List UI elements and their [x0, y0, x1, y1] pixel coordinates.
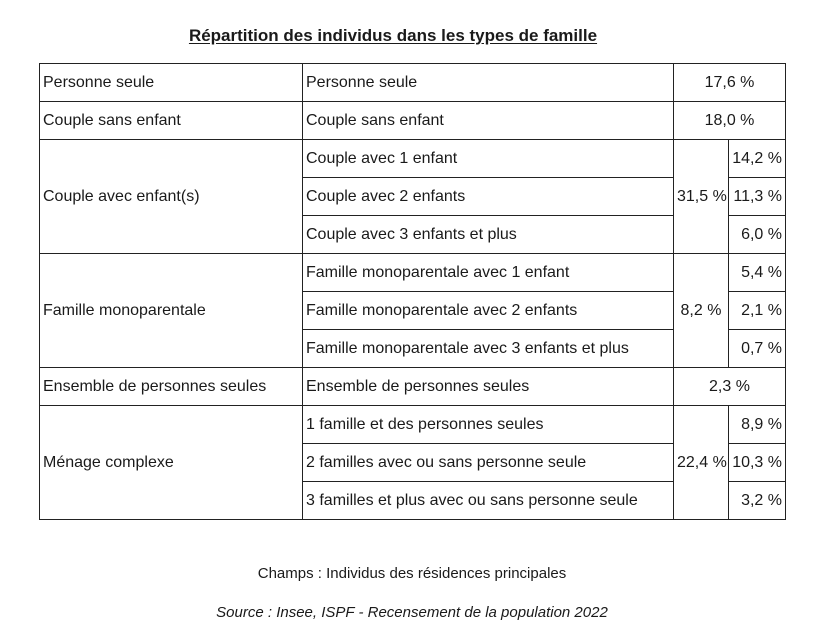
- category-cell: Ménage complexe: [40, 406, 303, 520]
- table-row: [40, 368, 786, 406]
- subtype-cell: Couple sans enfant: [303, 102, 674, 140]
- source-note: Source : Insee, ISPF - Recensement de la population 2022: [216, 604, 608, 621]
- subtype-cell: Couple avec 2 enfants: [303, 178, 674, 216]
- subtype-share-cell: 11,3 %: [729, 178, 786, 216]
- subtype-share-cell: 8,9 %: [729, 406, 786, 444]
- group-total-cell: 8,2 %: [674, 254, 729, 368]
- subtype-share-cell: 5,4 %: [729, 254, 786, 292]
- subtype-share-cell: 6,0 %: [729, 216, 786, 254]
- subtype-cell: 3 familles et plus avec ou sans personne seule: [303, 482, 674, 520]
- subtype-share-cell: 0,7 %: [729, 330, 786, 368]
- category-cell: Personne seule: [40, 64, 303, 102]
- table-row: [40, 140, 786, 178]
- subtype-cell: Couple avec 3 enfants et plus: [303, 216, 674, 254]
- table-row: [40, 254, 786, 292]
- subtype-share-cell: 2,1 %: [729, 292, 786, 330]
- subtype-cell: Famille monoparentale avec 1 enfant: [303, 254, 674, 292]
- table-row: [40, 406, 786, 444]
- share-cell: 17,6 %: [674, 64, 786, 102]
- share-cell: 18,0 %: [674, 102, 786, 140]
- category-cell: Couple avec enfant(s): [40, 140, 303, 254]
- scope-note: Champs : Individus des résidences principales: [257, 565, 567, 582]
- subtype-share-cell: 3,2 %: [729, 482, 786, 520]
- family-types-table: [39, 63, 786, 520]
- subtype-cell: Famille monoparentale avec 3 enfants et plus: [303, 330, 674, 368]
- subtype-cell: Couple avec 1 enfant: [303, 140, 674, 178]
- subtype-cell: 1 famille et des personnes seules: [303, 406, 674, 444]
- group-total-cell: 22,4 %: [674, 406, 729, 520]
- table-row: [40, 102, 786, 140]
- subtype-cell: 2 familles avec ou sans personne seule: [303, 444, 674, 482]
- category-cell: Couple sans enfant: [40, 102, 303, 140]
- subtype-share-cell: 14,2 %: [729, 140, 786, 178]
- subtype-share-cell: 10,3 %: [729, 444, 786, 482]
- category-cell: Ensemble de personnes seules: [40, 368, 303, 406]
- subtype-cell: Personne seule: [303, 64, 674, 102]
- category-cell: Famille monoparentale: [40, 254, 303, 368]
- subtype-cell: Ensemble de personnes seules: [303, 368, 674, 406]
- share-cell: 2,3 %: [674, 368, 786, 406]
- table-row: [40, 64, 786, 102]
- table-title: Répartition des individus dans les types de famille: [188, 26, 598, 45]
- group-total-cell: 31,5 %: [674, 140, 729, 254]
- subtype-cell: Famille monoparentale avec 2 enfants: [303, 292, 674, 330]
